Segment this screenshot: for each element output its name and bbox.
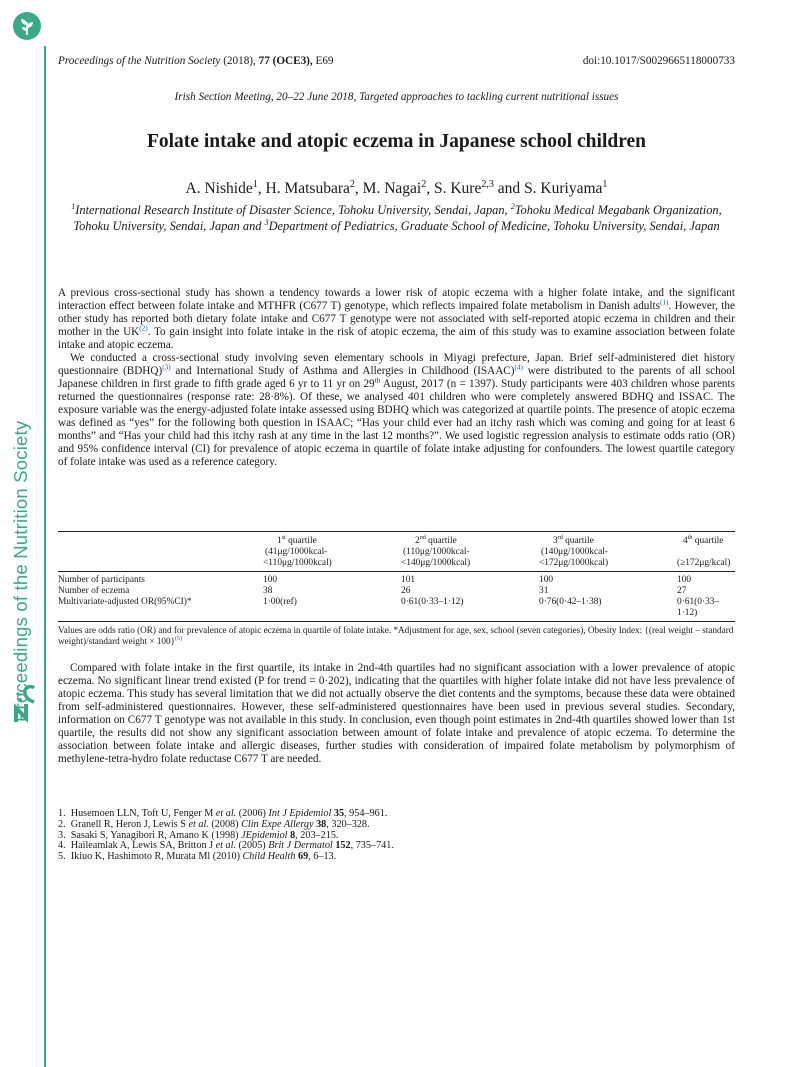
meeting-line: Irish Section Meeting, 20–22 June 2018, Targeted approaches to tackling current nutritional issues bbox=[174, 91, 619, 103]
table-cell: 101 bbox=[401, 575, 416, 585]
table-cell: 0·61(0·33–1·12) bbox=[401, 597, 464, 607]
journal-page: E69 bbox=[315, 55, 334, 67]
ref-link-5[interactable]: (5) bbox=[175, 635, 182, 642]
row-label: Multivariate-adjusted OR(95%CI)* bbox=[58, 597, 192, 607]
reference-item: 4. Haileamlak A, Lewis SA, Britton J et al. (2005) Brit J Dermatol 152, 735–741. bbox=[58, 840, 394, 852]
author-affiliation-sup: 2,3 bbox=[481, 178, 494, 190]
ref-link-2[interactable]: (2) bbox=[139, 324, 148, 333]
author: S. Kure bbox=[433, 180, 482, 197]
article-title: Folate intake and atopic eczema in Japanese school children bbox=[146, 131, 647, 152]
sidebar-rule bbox=[44, 46, 46, 1067]
reference-item: 1. Husemoen LLN, Toft U, Fenger M et al. (2006) Int J Epidemiol 35, 954–961. bbox=[58, 808, 388, 819]
row-label: Number of participants bbox=[58, 575, 145, 585]
row-label: Number of eczema bbox=[58, 586, 130, 596]
table-cell: 100 bbox=[263, 575, 278, 585]
table-cell: 26 bbox=[401, 586, 411, 596]
intro-paragraph bbox=[58, 287, 735, 352]
affiliation-1: International Research Institute of Disaster Science, Tohoku University, Sendai, Japan, bbox=[75, 203, 511, 217]
ordinal-sup: th bbox=[374, 376, 381, 385]
col-header-q3: 3rd quartile (140μg/1000kcal- <172μg/1000kcal) bbox=[539, 534, 609, 568]
table-cell: 38 bbox=[263, 586, 273, 596]
author: S. Kuriyama bbox=[524, 180, 603, 197]
open-access-leaf-icon bbox=[13, 12, 41, 40]
affiliation-3: Department of Pediatrics, Graduate School of Medicine, Tohoku University, Sendai, Japan bbox=[268, 219, 720, 233]
table-row bbox=[58, 586, 735, 597]
ref-link-3[interactable]: (3) bbox=[162, 363, 171, 372]
table-corner bbox=[58, 532, 263, 571]
reference-list bbox=[58, 809, 394, 863]
para-text: August, 2017 (n = 1397). Study participants were 403 children whose parents returned the questionnaires (response rate: 28·8%). Of these, we analysed 401 children who were completely answered BDHQ and ISSAC. The exposure variable was the energy-adjusted folate intake assessed using BDHQ which was categorized at quartile points. The presence of atopic eczema was defined as “yes” for the following both question in ISAAC; “Has your child ever had an itchy rash which was coming and going for at least 6 months” and “Has your child had this itchy rash at any time in the last 12 months?”. We used logistic regression analysis to estimate odds ratio (OR) and 95% confidence interval (CI) for prevalence of atopic eczema in quartile of folate intake adjusting for confounders. The lowest quartile category of folate intake was used as a reference category. bbox=[58, 378, 735, 468]
table-cell: 27 bbox=[677, 586, 687, 596]
author-list: A. Nishide$^1$, H. Matsubara$^2$, M. Nagai$^2$, S. Kure$^{2,3}$ and S. Kuriyama$^1$ bbox=[185, 178, 608, 197]
para-text: We conducted a cross-sectional study involving seven elementary schools in Miyagi prefecture, Japan. Brief self-administered diet history questionnaire (BDHQ) bbox=[58, 352, 735, 377]
ref-link-4[interactable]: (4) bbox=[514, 363, 523, 372]
journal-citation bbox=[58, 55, 334, 67]
table-footnote: Values are odds ratio (OR) and for prevalence of atopic eczema in quartile of folate intake. *Adjustment for age, sex, school (seven categories), Obesity Index: {(real weight – standard weight)/standard weight × 100}$^{(5)}$ bbox=[58, 625, 734, 646]
affiliation-2: Tohoku Medical Megabank Organization, Tohoku University, Sendai, Japan and bbox=[73, 203, 722, 233]
author-affiliation-sup: 1 bbox=[252, 178, 258, 190]
side-brand-text: Proceedings of the Nutrition Society bbox=[10, 420, 31, 722]
col-header-q4: 4th quartile (≥172μg/kcal) bbox=[677, 534, 731, 568]
author: H. Matsubara bbox=[265, 180, 350, 197]
journal-name: Proceedings of the Nutrition Society bbox=[58, 55, 221, 67]
table-cell: 100 bbox=[539, 575, 554, 585]
col-header-q1: 1st quartile (41μg/1000kcal- <110μg/1000kcal) bbox=[263, 534, 332, 568]
para-text: . However, the other study has reported both dietary folate intake and C677 T genotype were not associated with self-reported atopic eczema in children and their mother in the UK bbox=[58, 300, 735, 338]
table-cell: 0·61(0·33–1·12) bbox=[677, 597, 720, 618]
journal-volume: 77 (OCE3), bbox=[258, 55, 313, 67]
table-cell: 31 bbox=[539, 586, 549, 596]
table-cell: 1·00(ref) bbox=[263, 597, 297, 607]
results-table bbox=[58, 531, 735, 647]
author-affiliation-sup: 1 bbox=[602, 178, 608, 190]
para-text: were distributed to the parents of all school Japanese children in first grade to fifth grade aged 6 yr to 11 yr on 29 bbox=[58, 365, 736, 390]
methods-paragraph bbox=[58, 352, 735, 469]
author: A. Nishide bbox=[185, 180, 253, 197]
para-text: Compared with folate intake in the first quartile, its intake in 2nd-4th quartiles had no significant association with a lower prevalence of atopic eczema. No significant linear trend existed (P for trend = 0·202), indicating that the quartiles with higher folate intake did not have less prevalence of atopic eczema. This study has several limitation that we did not actually observe the diet contents and the symptoms, because these data were obtained from self-administered questionnaires. However, these self-administered questionnaires have been used in previous several studies. Secondary, information on C677 T genotype was not available in this study. In conclusion, even though point estimates in 2nd-4th quartiles showed lower than 1st quartile, the results did not show any significant association between amount of folate intake and prevalence of atopic eczema. To determine the association between folate intake and allergic diseases, further studies with consideration of impaired folate metabolism by polymorphism of methylene-tetra-hydro folate reductase C677 T are needed. bbox=[58, 662, 735, 765]
journal-year: (2018), bbox=[223, 55, 256, 67]
para-text: and International Study of Asthma and Allergies in Childhood (ISAAC) bbox=[170, 365, 515, 377]
author-affiliation-sup: 2 bbox=[421, 178, 427, 190]
author-affiliation-sup: 2 bbox=[349, 178, 355, 190]
table-row bbox=[58, 572, 735, 586]
table-cell: 100 bbox=[677, 575, 692, 585]
doi[interactable]: doi:10.1017/S0029665118000733 bbox=[582, 55, 735, 67]
table-row bbox=[58, 597, 735, 621]
para-text: . To gain insight into folate intake in the risk of atopic eczema, the aim of this study was to examine association between folate intake and atopic eczema. bbox=[58, 326, 736, 351]
ref-link-1[interactable]: (1) bbox=[659, 298, 669, 307]
reference-item: 3. Sasaki S, Yanagibori R, Amano K (1998) JEpidemiol 8, 203–215. bbox=[58, 829, 339, 841]
reference-item: 5. Ikiuo K, Hashimoto R, Murata Ml (2010) Child Health 69, 6–13. bbox=[58, 851, 337, 863]
reference-item: 2. Granell R, Heron J, Lewis S et al. (2008) Clin Expe Allergy 38, 320–328. bbox=[58, 818, 370, 830]
discussion-paragraph bbox=[58, 662, 735, 766]
author: M. Nagai bbox=[362, 180, 422, 197]
col-header-q2: 2nd quartile (110μg/1000kcal- <140μg/1000kcal) bbox=[401, 534, 471, 568]
affiliations: $^1$International Research Institute of Disaster Science, Tohoku University, Sendai, Japan, $^2$Tohoku Medical Megabank Organization, Tohoku University, Sendai, Japan and $^3$Department of Pediatrics, Graduate School of Medicine, Tohoku University, Sendai, Japan bbox=[71, 201, 722, 233]
table-cell: 0·76(0·42–1·38) bbox=[539, 597, 602, 607]
para-text: A previous cross-sectional study has shown a tendency towards a lower risk of atopic eczema with a higher folate intake, and the significant interaction effect between folate intake and MTHFR (C677 T) genotype, which reflects impaired folate metabolism in Danish adults bbox=[58, 287, 735, 312]
table-bottom-rule bbox=[58, 621, 735, 622]
